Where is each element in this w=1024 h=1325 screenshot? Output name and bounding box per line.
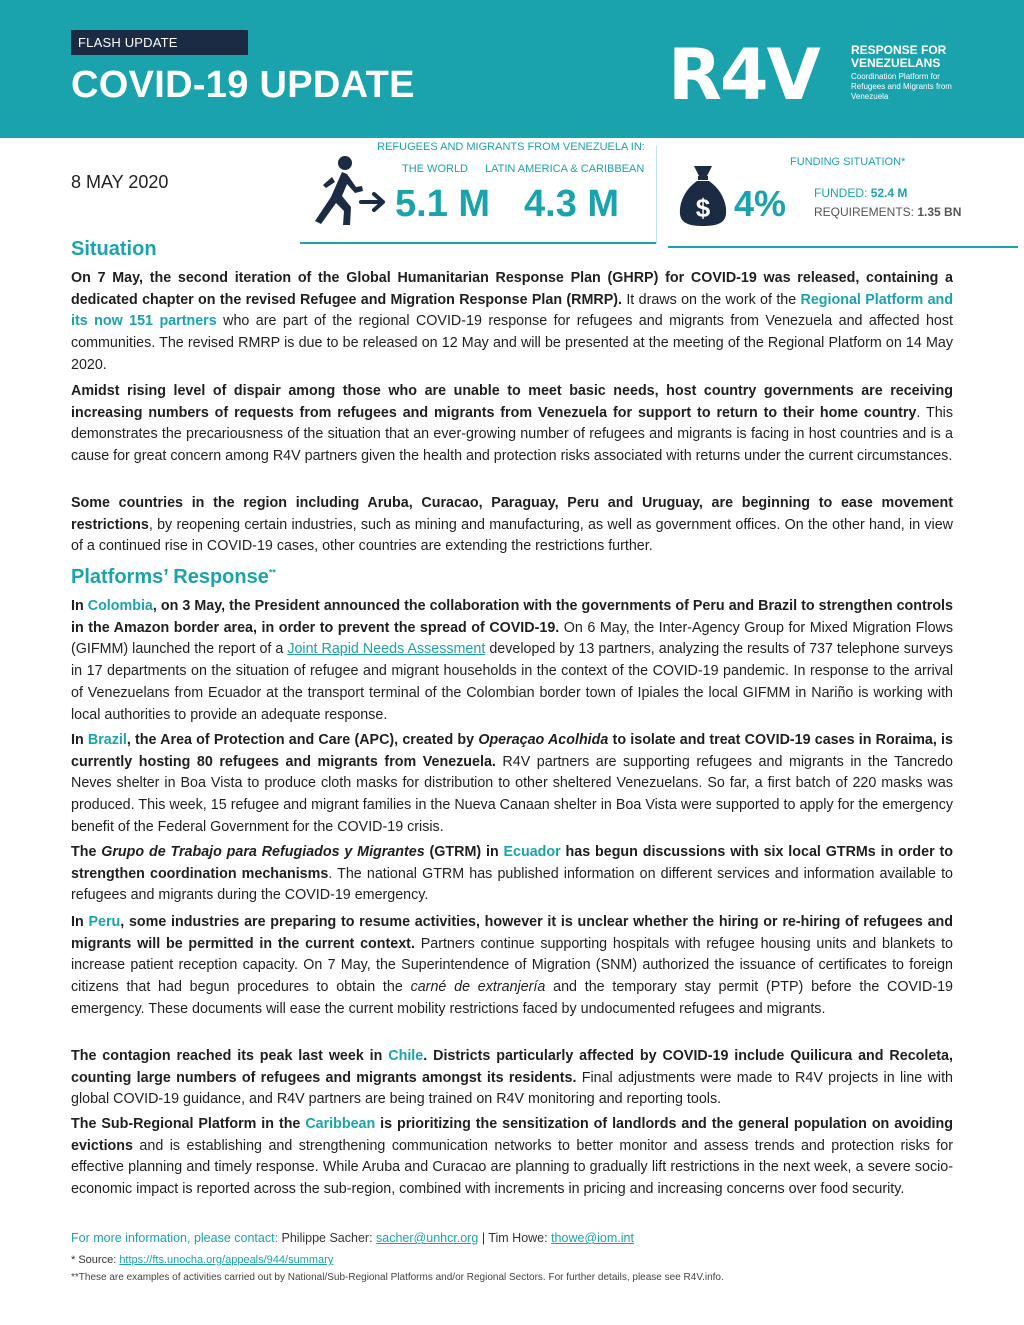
logo-mark: R4V [668,34,819,116]
report-date: 8 MAY 2020 [71,172,169,192]
brazil-paragraph: In Brazil, the Area of Protection and Care (APC), created by Operaçao Acolhida to isolate and treat COVID-19 cases in Roraima, is currently hosting 80 refugees and migrants from Venezuela. R4V partners are supporting refugees and migrants in the Tancredo Neves shelter in Boa Vista to produce cloth masks for distribution to other sheltered Venezuelans. So far, a first batch of 220 masks was produced. This week, 15 refugee and migrant families in the Nueva Canaan shelter in Boa Vista were supported to apply for the emergency benefit of the Federal Government for the COVID-19 crisis. [71,732,954,835]
latam-label: LATIN AMERICA & CARIBBEAN [485,163,645,175]
page-title: COVID-19 UPDATE [71,64,415,106]
chile-paragraph: The contagion reached its peak last week in Chile. Districts particularly affected by COVID-19 include Quilicura and Recoleta, counting large numbers of refugees and migrants amongst its residents. Final adjustments were made to R4V projects in line with global COVID-19 guidance, and R4V partners are being trained on R4V monitoring and reporting tools. [71,1048,953,1108]
ecuador-link[interactable]: Ecuador [503,844,561,860]
world-label: THE WORLD [402,163,468,175]
situation-paragraph-2: Amidst rising level of dispair among those who are unable to meet basic needs, host country governments are receiving increasing numbers of requests from refugees and migrants from Venezuela for support to return to their home country. This demonstrates the precariousness of the situation that an ever-growing number of refugees and migrants is facing in host countries and is a cause for great concern among R4V partners given the health and protection risks associated with returns under the current circumstances. [71,383,953,465]
peru-paragraph: In Peru, some industries are preparing to resume activities, however it is unclear whether the hiring or re-hiring of refugees and migrants will be permitted in the current context. Partners continue supporting hospitals with refugee housing units and blankets to increase patient reception capacity. On 7 May, the Superintendence of Migration (SNM) authorized the issuance of certificates to foreign citizens that had begun procedures to obtain the carné de extranjería and the temporary stay permit (PTP) before the COVID-19 emergency. These documents will ease the current mobility restrictions faced by undocumented refugees and migrants. [71,914,954,1017]
rapid-needs-assessment-link[interactable]: Joint Rapid Needs Assessment [287,641,486,658]
running-person-arrow-icon [305,155,387,232]
money-bag-icon [678,162,728,233]
situation-paragraph-3: Some countries in the region including Aruba, Curacao, Paraguay, Peru and Uruguay, are beginning to ease movement restrictions, by reopening certain industries, such as mining and manufacturing, as well as government offices. On the other hand, in view of a continued rise in COVID-19 cases, other countries are extending the restrictions further. [71,495,953,555]
sacher-email-link[interactable]: sacher@unhcr.org [376,1231,479,1245]
chile-link[interactable]: Chile [388,1048,424,1064]
contact-line: For more information, please contact: Philippe Sacher: sacher@unhcr.org | Tim Howe: thowe@iom.int [71,1231,634,1245]
refugees-divider [300,242,656,244]
logo-text [851,44,971,102]
stats-separator [656,146,657,244]
flash-update-label: FLASH UPDATE [71,30,248,55]
world-value: 5.1 M [395,183,491,225]
fts-source-link[interactable]: https://fts.unocha.org/appeals/944/summary [119,1254,334,1266]
funding-heading: FUNDING SITUATION* [790,156,906,168]
ecuador-paragraph: The Grupo de Trabajo para Refugiados y Migrantes (GTRM) in Ecuador has begun discussions with six local GTRMs in order to strengthen coordination mechanisms. The national GTRM has published information on different services and information available to refugees and migrants during the COVID-19 emergency. [71,844,953,904]
refugees-heading: REFUGEES AND MIGRANTS FROM VENEZUELA IN: [377,141,645,153]
colombia-link[interactable]: Colombia [87,598,153,614]
footnote: **These are examples of activities carried out by National/Sub-Regional Platforms and/or Regional Sectors. For further details, please see R4V.info. [71,1272,724,1283]
regional-platform-link[interactable]: Regional Platform and its now 151 partners [71,291,953,330]
colombia-paragraph: In Colombia, on 3 May, the President announced the collaboration with the governments of Peru and Brazil to strengthen controls in the Amazon border area, in order to prevent the spread of COVID-19. On 6 May, the Inter-Agency Group for Mixed Migration Flows (GIFMM) launched the report of a Joint Rapid Needs Assessment developed by 13 partners, analyzing the results of 737 telephone surveys in 17 departments on the situation of refugee and migrant households in the context of the COVID-19 pandemic. In response to the arrival of Venezuelans from Ecuador at the transport terminal of the Colombian border town of Ipiales the local GIFMM in Nariño is working with local authorities to provide an adequate response. [71,598,953,723]
funded-amount: FUNDED: 52.4 M [814,186,908,200]
latam-value: 4.3 M [524,183,620,225]
situation-heading: Situation [71,238,157,260]
requirements-amount: REQUIREMENTS: 1.35 BN [814,205,962,219]
logo-line1: RESPONSE FOR VENEZUELANS [851,43,947,70]
brazil-link[interactable]: Brazil [87,732,127,748]
logo-line2: Coordination Platform for Refugees and Migrants from Venezuela [851,72,952,101]
source-line: * Source: https://fts.unocha.org/appeals/944/summary [71,1254,334,1266]
situation-paragraph-1: On 7 May, the second iteration of the Global Humanitarian Response Plan (GHRP) for COVID-19 was released, containing a dedicated chapter on the revised Refugee and Migration Response Plan (RMRP). It draws on the work of the Regional Platform and its now 151 partners who are part of the regional COVID-19 response for refugees and migrants from Venezuela and affected host communities. The revised RMRP is due to be released on 12 May and will be presented at the meeting of the Regional Platform on 14 May 2020. [71,270,954,373]
funding-percent: 4% [734,183,787,224]
caribbean-link[interactable]: Caribbean [305,1116,376,1132]
peru-link[interactable]: Peru [88,914,121,930]
svg-text:$: $ [695,193,711,223]
caribbean-paragraph: The Sub-Regional Platform in the Caribbean is prioritizing the sensitization of landlords and the general population on avoiding evictions and is establishing and strengthening communication networks to better monitor and assess trends and protection risks for effective planning and timely response. While Aruba and Curacao are planning to gradually lift restrictions in the next week, a severe socio-economic impact is reported across the sub-region, combined with increments in pricing and increasing concerns over food security. [71,1116,953,1198]
platforms-heading: Platforms’ Response** [71,566,276,588]
funding-divider [668,246,1018,248]
howe-email-link[interactable]: thowe@iom.int [551,1231,634,1245]
